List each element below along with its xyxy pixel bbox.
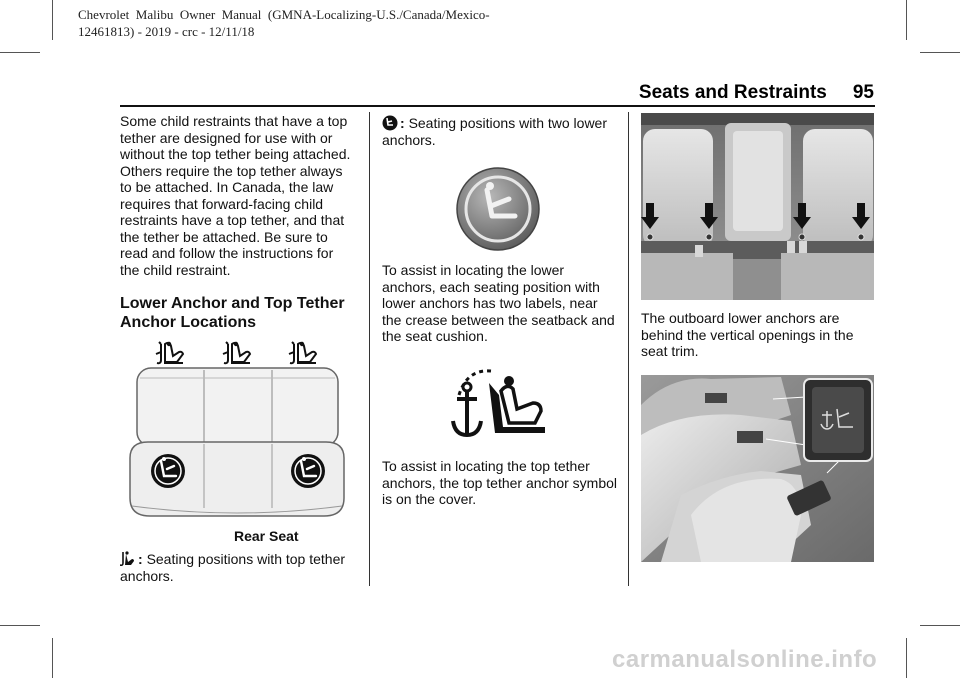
crop-mark [52, 0, 53, 40]
lower-anchor-icon [382, 115, 398, 131]
legend-text: Seating positions with top tether anchors. [120, 551, 346, 584]
crop-mark [920, 52, 960, 53]
tether-anchor-symbol-figure [449, 365, 549, 441]
header-rule [120, 105, 875, 107]
section-heading: Lower Anchor and Top Tether Anchor Locations [120, 295, 345, 331]
page-number: 95 [852, 82, 874, 103]
legend-colon: : [138, 551, 143, 567]
running-head [639, 82, 874, 104]
col3-paragraph: The outboard lower anchors are behind the vertical openings in the seat trim. [641, 310, 854, 359]
outboard-anchor-photo [641, 375, 874, 562]
legend-colon: : [400, 115, 405, 131]
col1-legend [120, 551, 356, 584]
lower-anchor-icon [151, 454, 185, 488]
lower-anchor-icon [291, 454, 325, 488]
crop-mark [906, 638, 907, 678]
top-tether-icon [289, 342, 316, 363]
section-title: Seats and Restraints [638, 82, 827, 103]
legend-text: Seating positions with two lower anchors. [382, 115, 607, 148]
column-divider [369, 112, 370, 586]
top-tether-icon [156, 342, 183, 363]
crop-mark [0, 52, 40, 53]
rear-seat-figure [128, 338, 346, 520]
manual-meta-line2: 12461813) - 2019 - crc - 12/11/18 [78, 24, 255, 39]
col1-paragraph: Some child restraints that have a top tether are designed for use with or without the top tether being attached. Others require the top tether always to be attached. In Canada, the law requires that forward-facing child restraints have a top tether, and that the tether be attached. Be sure to read and follow the instructions for the child restraint. [120, 113, 351, 278]
col2-paragraph1: To assist in locating the lower anchors, each seating position with lower anchors has two labels, near the crease between the seatback and the seat cushion. [382, 262, 615, 344]
top-tether-icon [223, 342, 250, 363]
crop-mark [52, 638, 53, 678]
crop-mark [920, 625, 960, 626]
manual-meta [78, 6, 578, 40]
crop-mark [0, 625, 40, 626]
col2-paragraph2: To assist in locating the top tether anchors, the top tether anchor symbol is on the cover. [382, 458, 618, 507]
col2-legend [382, 115, 614, 148]
figure-caption: Rear Seat [234, 528, 299, 544]
column-divider [628, 112, 629, 586]
lower-anchor-label-figure [455, 166, 541, 252]
watermark: carmanualsonline.info [612, 646, 878, 673]
crop-mark [906, 0, 907, 40]
top-tether-icon [120, 551, 136, 567]
rear-seat-photo [641, 113, 874, 300]
manual-meta-line1: Chevrolet Malibu Owner Manual (GMNA-Localizing-U.S./Canada/Mexico- [78, 7, 490, 22]
